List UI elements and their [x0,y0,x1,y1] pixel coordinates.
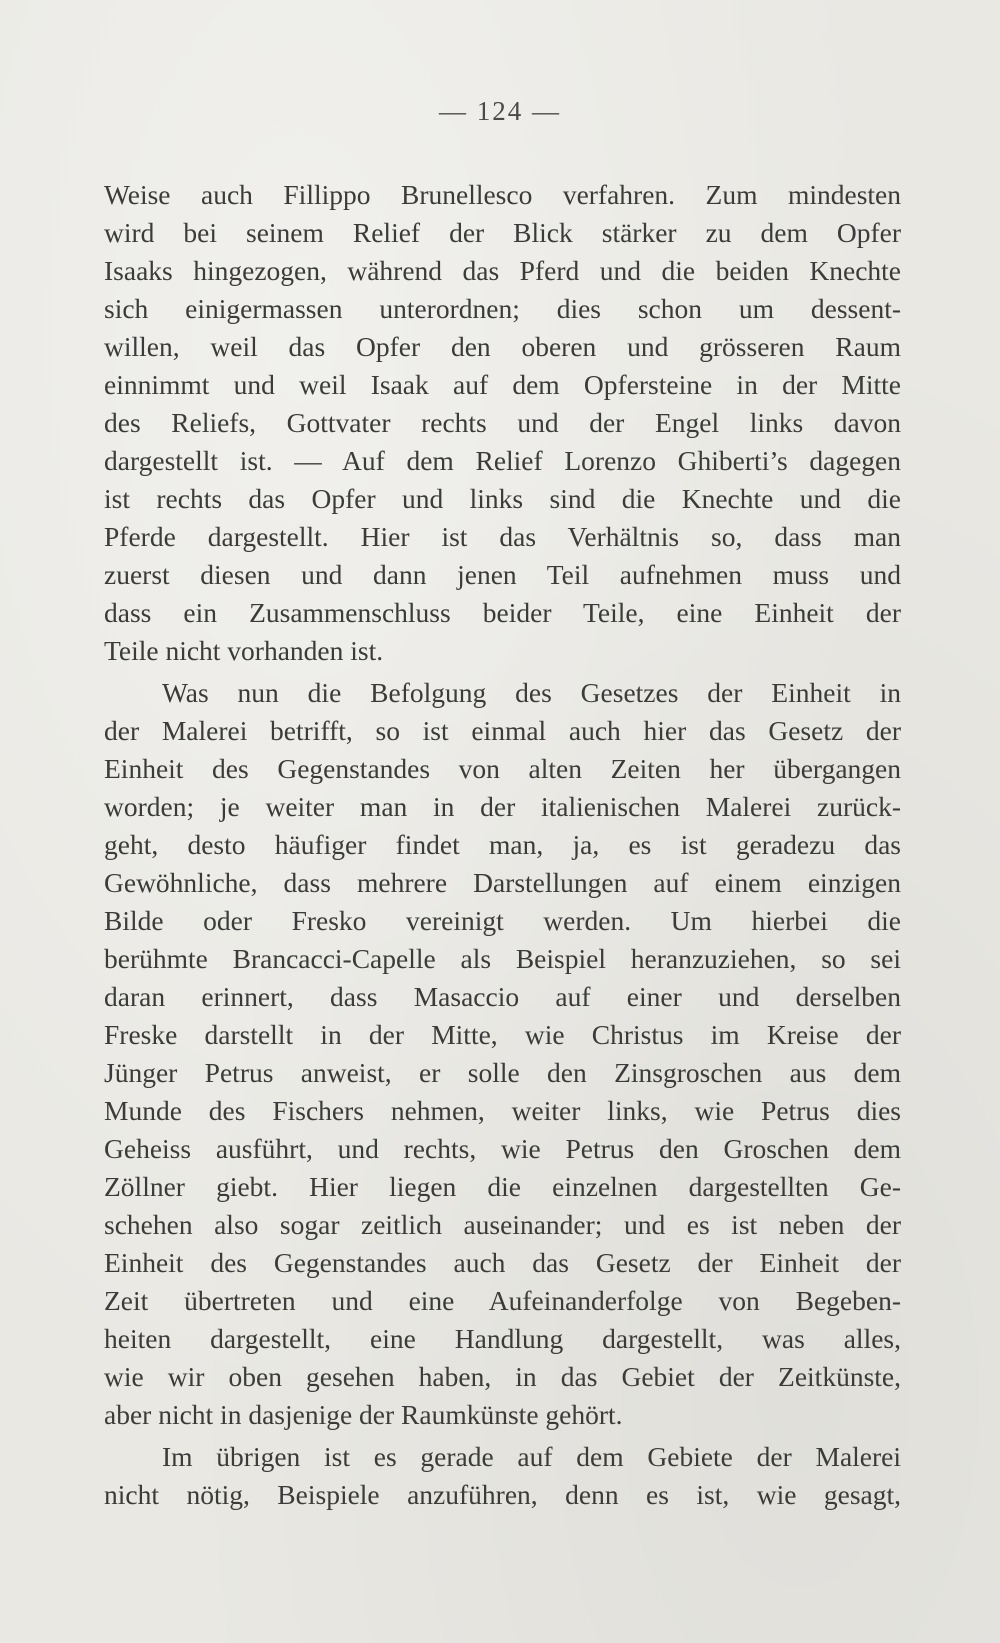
text-line: der Malerei betrifft, so ist einmal auch hier das Gesetz der [104,715,901,746]
text-line: geht, desto häufiger findet man, ja, es ist geradezu das [104,829,901,860]
text-line: Munde des Fischers nehmen, weiter links, wie Petrus dies [104,1095,901,1126]
text-line: aber nicht in dasjenige der Raumkünste gehört. [104,1399,623,1430]
text-line: Zeit übertreten und eine Aufeinanderfolge von Begeben- [104,1285,901,1316]
text-line: heiten dargestellt, eine Handlung dargestellt, was alles, [104,1323,901,1354]
page-number: — 124 — [439,96,561,126]
text-line: wie wir oben gesehen haben, in das Gebiet der Zeitkünste, [104,1361,901,1392]
text-line: sich einigermassen unterordnen; dies schon um dessent- [104,293,901,324]
text-line: Pferde dargestellt. Hier ist das Verhältnis so, dass man [104,521,901,552]
text-line: dargestellt ist. — Auf dem Relief Lorenzo Ghiberti’s dagegen [104,445,901,476]
text-line: zuerst diesen und dann jenen Teil aufnehmen muss und [104,559,901,590]
text-line: berühmte Brancacci-Capelle als Beispiel heranzuziehen, so sei [104,943,901,974]
text-line: schehen also sogar zeitlich auseinander; und es ist neben der [104,1209,901,1240]
paragraph [104,674,901,1434]
text-line: Isaaks hingezogen, während das Pferd und die beiden Knechte [104,255,901,286]
text-line: daran erinnert, dass Masaccio auf einer und derselben [104,981,901,1012]
text-line: Im übrigen ist es gerade auf dem Gebiete der Malerei [162,1441,901,1472]
paragraph [104,176,901,670]
text-line: wird bei seinem Relief der Blick stärker zu dem Opfer [104,217,901,248]
text-line: des Reliefs, Gottvater rechts und der Engel links davon [104,407,901,438]
text-line: Gewöhnliche, dass mehrere Darstellungen auf einem einzigen [104,867,901,898]
text-line: einnimmt und weil Isaak auf dem Opfersteine in der Mitte [104,369,901,400]
text-line: Was nun die Befolgung des Gesetzes der Einheit in [162,677,901,708]
text-line: Bilde oder Fresko vereinigt werden. Um hierbei die [104,905,901,936]
text-line: Zöllner giebt. Hier liegen die einzelnen dargestellten Ge- [104,1171,901,1202]
text-line: Jünger Petrus anweist, er solle den Zinsgroschen aus dem [104,1057,901,1088]
paragraph [104,1438,901,1514]
text-line: ist rechts das Opfer und links sind die Knechte und die [104,483,901,514]
text-line: worden; je weiter man in der italienischen Malerei zurück- [104,791,901,822]
text-line: Geheiss ausführt, und rechts, wie Petrus den Groschen dem [104,1133,901,1164]
text-line: Einheit des Gegenstandes von alten Zeiten her übergangen [104,753,901,784]
text-line: Weise auch Fillippo Brunellesco verfahren. Zum mindesten [104,179,901,210]
text-line: Teile nicht vorhanden ist. [104,635,384,666]
body-text [104,176,901,1514]
text-line: nicht nötig, Beispiele anzuführen, denn es ist, wie gesagt, [104,1479,901,1510]
text-line: willen, weil das Opfer den oberen und grösseren Raum [104,331,901,362]
text-line: Einheit des Gegenstandes auch das Gesetz der Einheit der [104,1247,901,1278]
text-line: dass ein Zusammenschluss beider Teile, eine Einheit der [104,597,901,628]
text-line: Freske darstellt in der Mitte, wie Christus im Kreise der [104,1019,901,1050]
